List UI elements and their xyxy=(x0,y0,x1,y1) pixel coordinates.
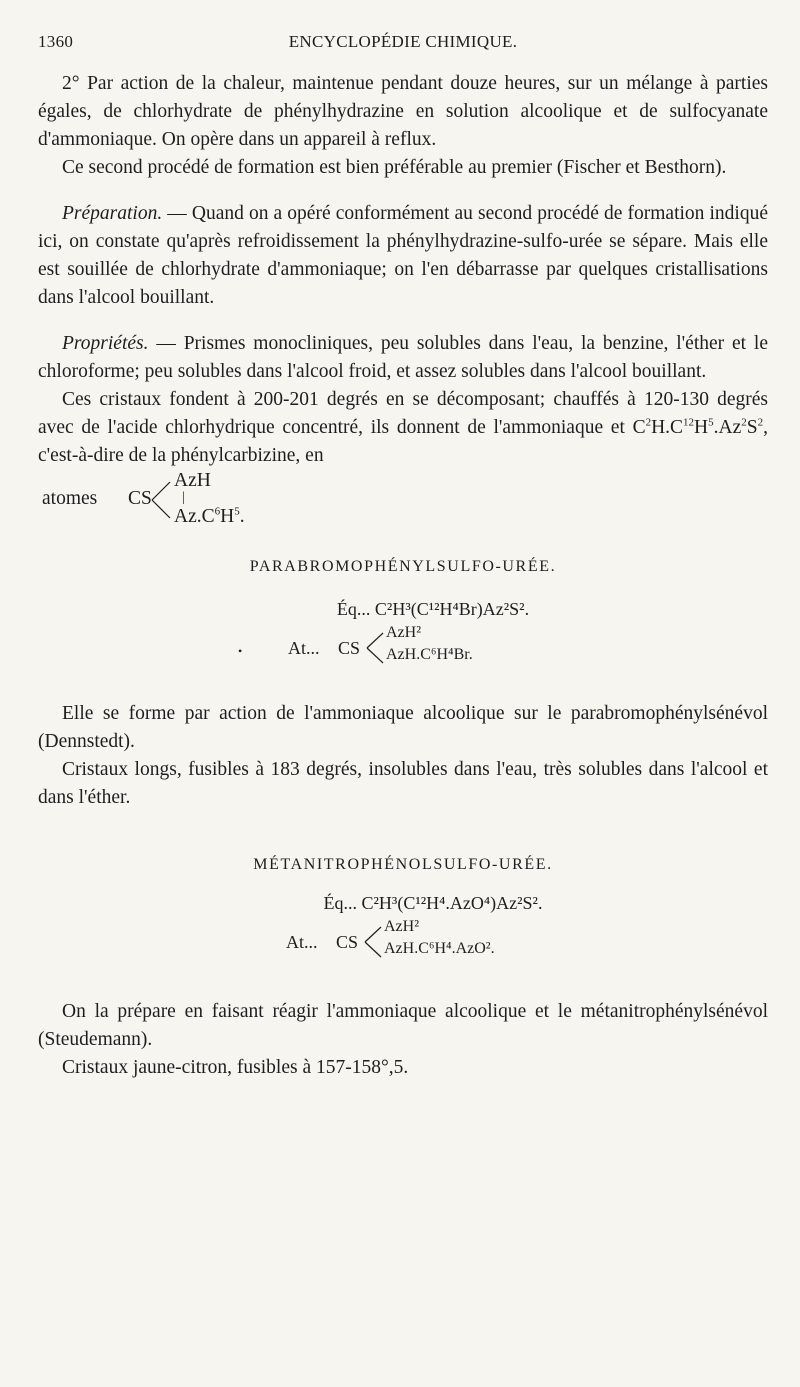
structure-sup: 5 xyxy=(234,505,240,518)
structure-bottom-c: . xyxy=(239,506,245,527)
formula-part: S xyxy=(746,417,758,438)
section-title-parabromo: PARABROMOPHÉNYLSULFO-URÉE. xyxy=(249,558,557,575)
proprietes-label: Propriétés. xyxy=(62,333,149,354)
running-title: ENCYCLOPÉDIE CHIMIQUE. xyxy=(288,32,518,51)
eq-formula: C²H³(C¹²H⁴Br)Az²S². xyxy=(374,599,530,619)
at-lower: AzH.C⁶H⁴.AzO². xyxy=(384,940,495,957)
formula-sup: 2 xyxy=(645,416,652,429)
at-lower: AzH.C⁶H⁴Br. xyxy=(386,646,473,663)
at-upper: AzH² xyxy=(386,624,422,641)
eq-formula: C²H³(C¹²H⁴.AzO⁴)Az²S². xyxy=(361,893,543,913)
paragraph-metanitro-cristaux: Cristaux jaune-citron, fusibles à 157-158°,5. xyxy=(62,1057,409,1078)
paragraph-parabromo-cristaux: Cristaux longs, fusibles à 183 degrés, insolubles dans l'eau, très solubles dans l'alcool et dans l'éther. xyxy=(38,759,768,808)
structure-mid-bond: | xyxy=(182,490,185,505)
formula-sup: 5 xyxy=(708,416,714,429)
at-cs: CS xyxy=(336,932,359,952)
proprietes-text: — Prismes monocliniques, peu solubles dans l'eau, la benzine, l'éther et le chloroforme; peu solubles dans l'alcool froid, et assez solubles dans l'alcool bouillant. xyxy=(38,333,768,382)
formula-part: H.C xyxy=(651,417,684,438)
phenylcarbizine-structure xyxy=(38,470,768,534)
paragraph-preparation xyxy=(38,200,768,312)
at-label: At... xyxy=(286,932,318,952)
cristaux-text-a: Ces cristaux fondent à 200-201 degrés en se décomposant; chauffés à 120-130 degrés avec de l'acide chlorhydrique concentré, ils donnent de l'ammoniaque et C xyxy=(38,389,768,438)
formula-parabromo xyxy=(38,594,768,674)
structure-bottom xyxy=(174,506,245,528)
preparation-label: Préparation. xyxy=(62,203,163,224)
at-bond-lines xyxy=(365,630,385,666)
structure-sup: 6 xyxy=(214,505,221,518)
preparation-text: — Quand on a opéré conformément au second procédé de formation indiqué ici, on constate qu'après refroidissement la phénylhydrazine-sulfo-urée se sépare. Mais elle est souillée de chlorhydrate d'ammoniaque; on l'en débarrasse par quelques cristallisations dans l'alcool bouillant. xyxy=(38,203,768,308)
structure-cs: CS xyxy=(128,488,152,509)
paragraph-second-procede: Ce second procédé de formation est bien préférable au premier (Fischer et Besthorn). xyxy=(62,157,727,178)
formula-sup: 12 xyxy=(683,416,695,429)
paragraph-proprietes xyxy=(38,330,768,386)
structure-top: AzH xyxy=(174,470,211,491)
at-upper: AzH² xyxy=(384,918,420,935)
formula-part: H xyxy=(694,417,709,438)
paragraph-cristaux xyxy=(38,386,768,470)
formula-sup: 2 xyxy=(757,416,764,429)
at-bond-lines xyxy=(363,924,383,960)
equivalent-formula xyxy=(38,594,768,624)
at-cs: CS xyxy=(338,638,361,658)
structure-bottom-a: Az.C xyxy=(174,506,215,527)
formula-part: .Az xyxy=(713,417,742,438)
atomic-formula xyxy=(38,624,768,674)
cristaux-text-b: , c'est-à-dire de la phénylcarbizine, en xyxy=(38,417,768,466)
page-body xyxy=(38,70,768,1082)
formula-metanitro xyxy=(38,888,768,968)
paragraph-metanitro-preparation: On la prépare en faisant réagir l'ammoniaque alcoolique et le métanitrophénylsénévol (Steudemann). xyxy=(38,1001,768,1050)
at-label: At... xyxy=(288,638,320,658)
structure-bond-lines xyxy=(150,478,174,522)
page-number: 1360 xyxy=(38,32,74,51)
eq-label: Éq... xyxy=(336,599,371,619)
atomic-formula xyxy=(38,918,768,968)
paragraph-formation-2: 2° Par action de la chaleur, maintenue pendant douze heures, sur un mélange à parties égales, de chlorhydrate de phénylhydrazine en solution alcoolique et de sulfocyanate d'ammoniaque. On opère dans un appareil à reflux. xyxy=(38,73,768,150)
eq-label: Éq... xyxy=(323,893,358,913)
formula-sup: 2 xyxy=(741,416,747,429)
stray-dot: • xyxy=(238,644,243,658)
equivalent-formula xyxy=(38,888,768,918)
structure-lead: atomes xyxy=(42,488,98,509)
page-header xyxy=(38,32,768,58)
paragraph-parabromo-formation: Elle se forme par action de l'ammoniaque alcoolique sur le parabromophénylsénévol (Dennstedt). xyxy=(38,703,768,752)
structure-bottom-b: H xyxy=(220,506,235,527)
section-title-metanitro: MÉTANITROPHÉNOLSULFO-URÉE. xyxy=(253,856,553,873)
